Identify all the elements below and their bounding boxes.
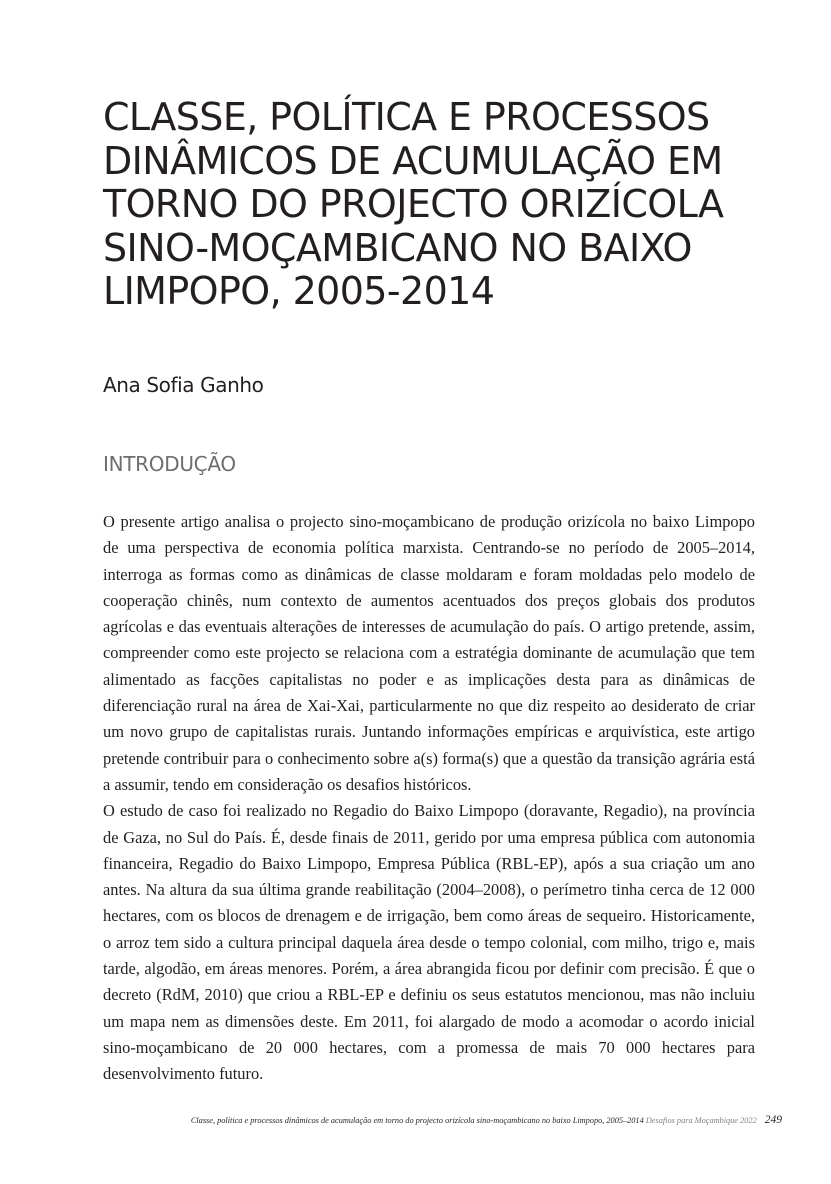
running-title: Classe, política e processos dinâmicos de acumulação em torno do projecto orizícola sino-moçambicano no baixo Limpopo, 2005–2014	[190, 1116, 644, 1125]
article-body	[103, 509, 755, 1088]
series-title: Desafios para Moçambique 2022	[645, 1116, 757, 1125]
page-footer	[100, 1112, 782, 1129]
page-number: 249	[764, 1114, 782, 1126]
body-paragraph: O estudo de caso foi realizado no Regadio do Baixo Limpopo (doravante, Regadio), na província de Gaza, no Sul do País. É, desde finais de 2011, gerido por uma empresa pública com autonomia financeira, Regadio do Baixo Limpopo, Empresa Pública (RBL-EP), após a sua criação um ano antes. Na altura da sua última grande reabilitação (2004–2008), o perímetro tinha cerca de 12 000 hectares, com os blocos de drenagem e de irrigação, bem como áreas de sequeiro. Historicamente, o arroz tem sido a cultura principal daquela área desde o tempo colonial, com milho, trigo e, mais tarde, algodão, em áreas menores. Porém, a área abrangida ficou por definir com precisão. É que o decreto (RdM, 2010) que criou a RBL-EP e definiu os seus estatutos mencionou, mas não incluiu um mapa nem as dimensões deste. Em 2011, foi alargado de modo a acomodar o acordo inicial sino-moçambicano de 20 000 hectares, com a promessa de mais 70 000 hectares para desenvolvimento futuro.	[103, 801, 755, 1084]
section-heading: INTRODUÇÃO	[103, 452, 236, 476]
article-author: Ana Sofia Ganho	[103, 373, 264, 397]
body-paragraph: O presente artigo analisa o projecto sino-moçambicano de produção orizícola no baixo Limpopo de uma perspectiva de economia política marxista. Centrando-se no período de 2005–2014, interroga as formas como as dinâmicas de classe moldaram e foram moldadas pelo modelo de cooperação chinês, num contexto de aumentos acentuados dos preços globais dos produtos agrícolas e das eventuais alterações de interesses de acumulação do país. O artigo pretende, assim, compreender como este projecto se relaciona com a estratégia dominante de acumulação que tem alimentado as facções capitalistas no poder e as implicações desta para as dinâmicas de diferenciação rural na área de Xai-Xai, particularmente no que diz respeito ao desiderato de criar um novo grupo de capitalistas rurais. Juntando informações empíricas e arquivística, este artigo pretende contribuir para o conhecimento sobre a(s) forma(s) que a questão da transição agrária está a assumir, tendo em consideração os desafios históricos.	[103, 512, 755, 794]
article-title: CLASSE, POLÍTICA E PROCESSOS DINÂMICOS DE ACUMULAÇÃO EM TORNO DO PROJECTO ORIZÍCOLA SINO-MOÇAMBICANO NO BAIXO LIMPOPO, 2005-2014	[103, 95, 724, 313]
